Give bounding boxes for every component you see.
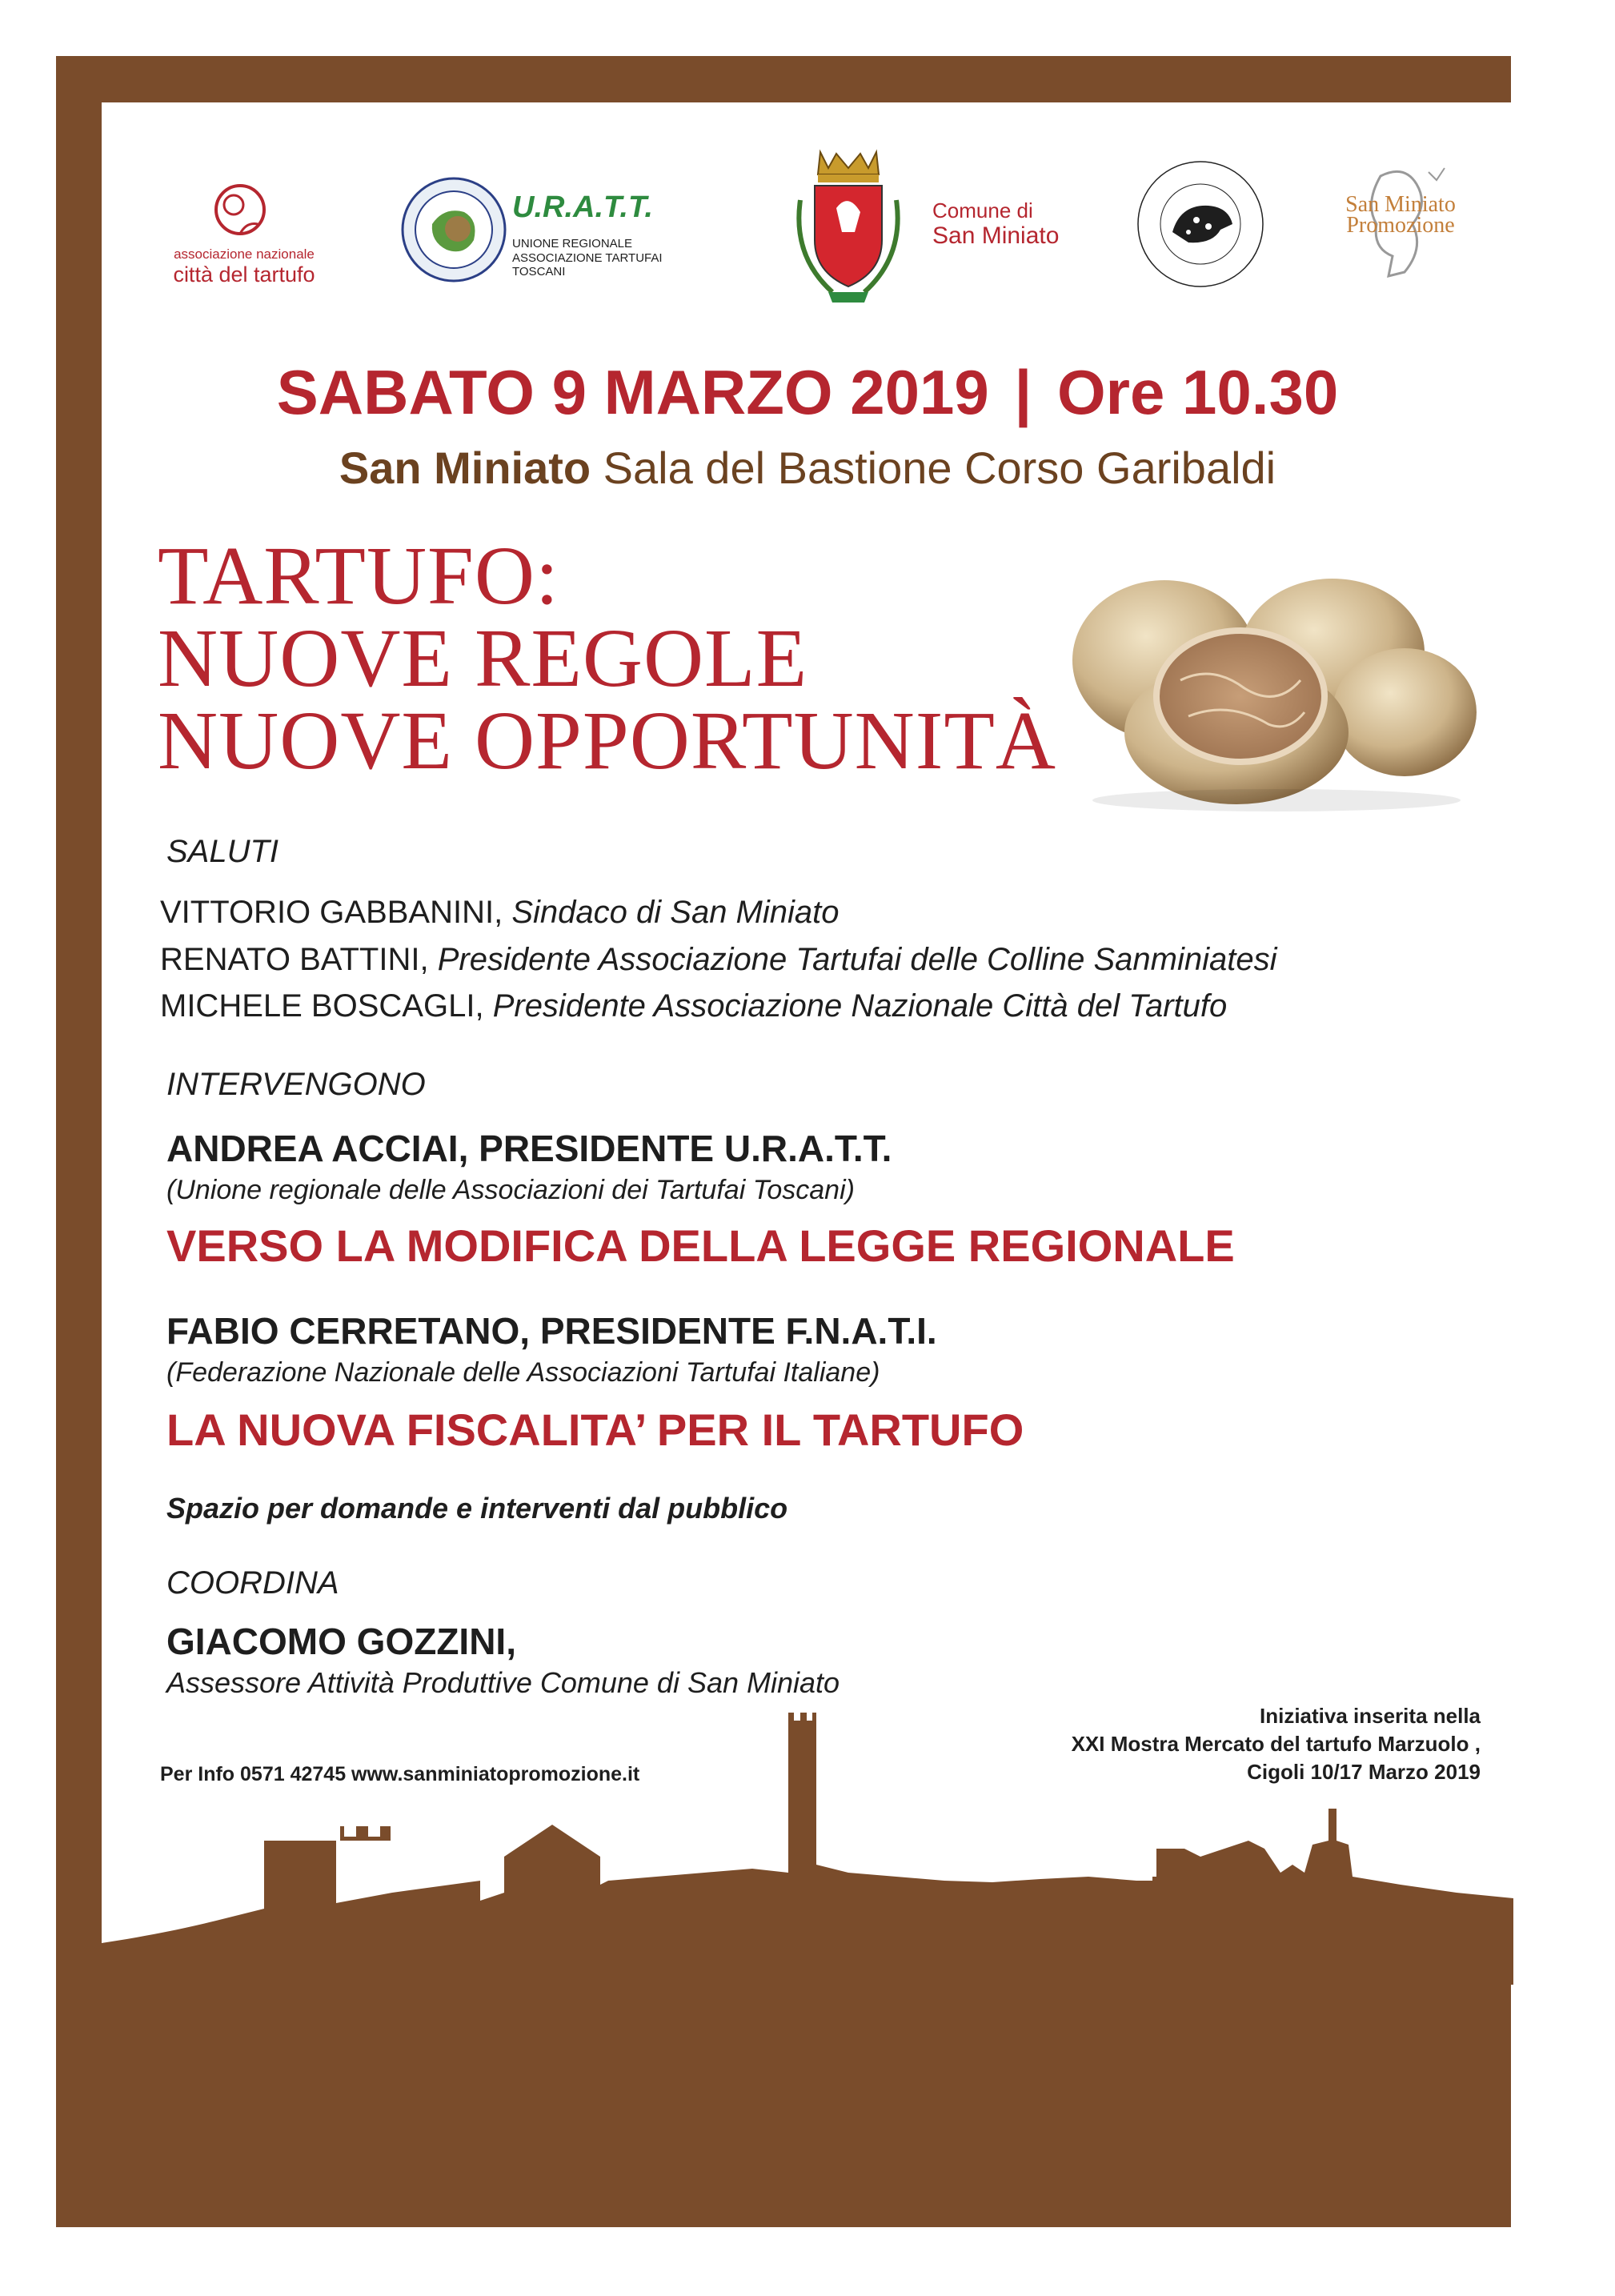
event-place — [102, 442, 1513, 494]
event-time: Ore 10.30 — [1056, 357, 1339, 427]
logo-san-miniato-promozione — [1316, 160, 1477, 288]
coordinator-role: Assessore Attività Produttive Comune di San Miniato — [166, 1666, 840, 1699]
comune-line2: San Miniato — [932, 222, 1060, 249]
event-place-venue: Sala del Bastione Corso Garibaldi — [603, 443, 1276, 493]
event-place-city: San Miniato — [339, 443, 591, 493]
truffle-icon — [208, 178, 272, 242]
speaker1-org: (Unione regionale delle Associazioni dei Tartufai Toscani) — [166, 1175, 855, 1205]
citta-line1: associazione nazionale — [174, 246, 315, 262]
saluti-name: VITTORIO GABBANINI, — [160, 895, 503, 930]
note-line2: XXI Mostra Mercato del tartufo Marzuolo , — [1071, 1732, 1481, 1756]
speaker2-topic: LA NUOVA FISCALITA’ PER IL TARTUFO — [166, 1404, 1024, 1455]
event-datetime — [102, 356, 1513, 429]
saluti-item — [160, 988, 1227, 1024]
intervengono-label: INTERVENGONO — [166, 1067, 426, 1102]
saluti-label: SALUTI — [166, 834, 279, 869]
speaker2-name: FABIO CERRETANO, PRESIDENTE F.N.A.T.I. — [166, 1310, 937, 1352]
logo-uratt — [400, 176, 704, 288]
note-line1: Iniziativa inserita nella — [1260, 1704, 1481, 1728]
saluti-item — [160, 895, 840, 931]
coat-of-arms-icon — [792, 144, 904, 308]
saluti-role: Sindaco di San Miniato — [511, 895, 840, 930]
saluti-name: RENATO BATTINI, — [160, 942, 429, 977]
title-line3: NUOVE OPPORTUNITÀ — [158, 695, 1056, 787]
coordinator-name: GIACOMO GOZZINI, — [166, 1621, 516, 1662]
speaker1-topic: VERSO LA MODIFICA DELLA LEGGE REGIONALE — [166, 1220, 1235, 1271]
coordina-label: COORDINA — [166, 1565, 339, 1601]
main-title — [158, 530, 1056, 787]
speaker1-name: ANDREA ACCIAI, PRESIDENTE U.R.A.T.T. — [166, 1128, 892, 1169]
saluti-name: MICHELE BOSCAGLI, — [160, 988, 484, 1024]
logo-colline-sanminiatesi — [1132, 156, 1268, 292]
title-line2: NUOVE REGOLE — [158, 612, 808, 704]
info-line: Per Info 0571 42745 www.sanminiatopromozione.it — [160, 1763, 640, 1785]
uratt-line2: ASSOCIAZIONE TARTUFAI TOSCANI — [512, 251, 663, 278]
saluti-role: Presidente Associazione Nazionale Città del Tartufo — [492, 988, 1228, 1024]
note-line3: Cigoli 10/17 Marzo 2019 — [1247, 1760, 1481, 1784]
title-line1: TARTUFO: — [158, 530, 559, 622]
speaker2-org: (Federazione Nazionale delle Associazioni Tartufai Italiane) — [166, 1357, 880, 1388]
questions-note: Spazio per domande e interventi dal pubblico — [166, 1492, 788, 1525]
comune-line1: Comune di — [932, 198, 1033, 222]
citta-line2: città del tartufo — [173, 262, 315, 286]
event-note — [920, 1702, 1481, 1786]
truffle-image — [1068, 560, 1485, 816]
promozione-line2: Promozione — [1346, 213, 1455, 238]
event-separator: | — [1014, 357, 1032, 427]
saluti-item — [160, 942, 1276, 978]
logo-citta-del-tartufo — [152, 178, 336, 290]
uratt-seal-icon — [400, 176, 508, 284]
promozione-line1: San Miniato — [1345, 192, 1456, 217]
saluti-role: Presidente Associazione Tartufai delle Colline Sanminiatesi — [437, 942, 1277, 977]
logo-comune-san-miniato — [792, 144, 1080, 312]
uratt-name: U.R.A.T.T. — [512, 190, 653, 224]
leopard-seal-icon — [1132, 156, 1268, 292]
uratt-line1: UNIONE REGIONALE — [512, 237, 633, 250]
event-date: SABATO 9 MARZO 2019 — [276, 357, 989, 427]
